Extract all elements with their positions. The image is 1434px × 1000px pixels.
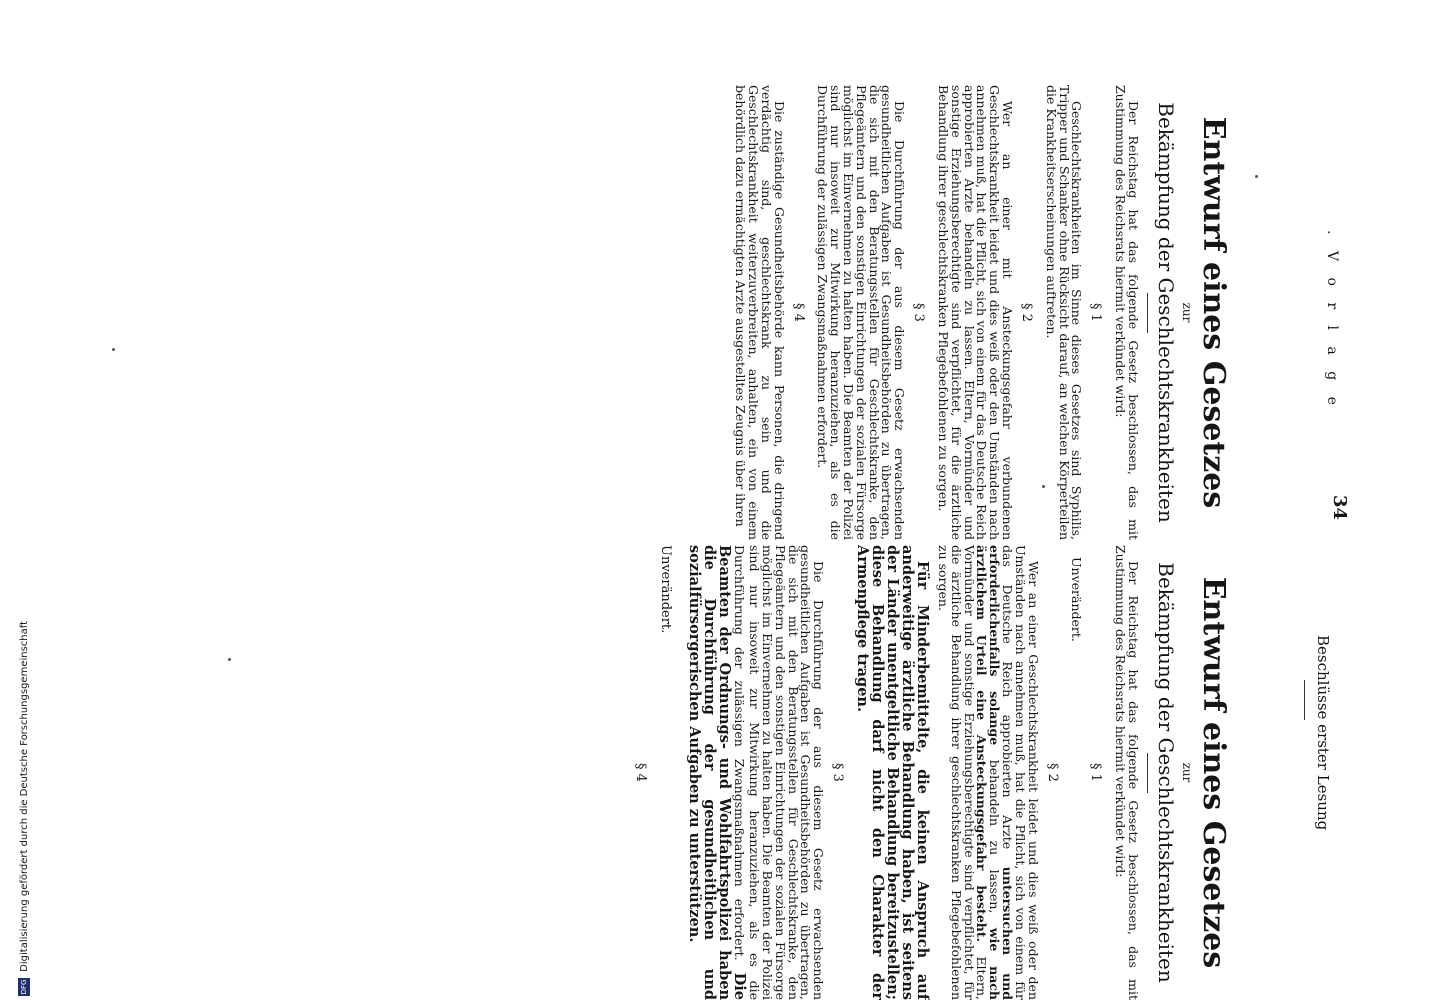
right-title-rule	[1147, 753, 1148, 793]
right-s3-bold: Die Beamten der Ordnungs- und Wohlfahrtspolizei haben die Durchführung der gesundheitlichen und sozialfürsorgerischen Aufgaben zu unterstützen.	[686, 545, 749, 1000]
left-title: Entwurf eines Gesetzes	[1196, 116, 1231, 509]
scan-speck	[1042, 485, 1045, 488]
left-s4-text: Die zuständige Gesundheitsbehörde kann Personen, die dringend verdächtig sind, geschlechtskrank zu sein und die Geschlechtskrankheit weiterzuverbreiten, anhalten, ein von einem behördlich dazu ermächtigten Arzte ausgestelltes Zeugnis über ihren	[733, 85, 787, 540]
dfg-logo: DFG	[20, 979, 28, 995]
left-title-rule	[1147, 293, 1148, 333]
right-s4-heading: § 4	[633, 763, 649, 782]
right-s4-unchanged: Unverändert.	[658, 545, 674, 634]
right-zur: zur	[1180, 762, 1194, 783]
left-s1-heading: § 1	[1088, 303, 1104, 322]
header-rule	[1304, 680, 1305, 720]
right-s2-bold-b: wie nach ärztlichem Urteil eine Ansteckungsgefahr besteht.	[974, 545, 1003, 1000]
right-s3-text: Die Durchführung der aus diesem Gesetz erwachsenden gesundheitlichen Aufgaben ist Gesundheitsbehörden zu übertragen, die sich mit den Beratungsstellen für Geschlechtskranke, den Pflegeämtern und den sonstigen Einrichtungen der sozialen Fürsorge möglichst im Einvernehmen zu halten haben. Die Beamten der Polizei sind nur insoweit zur Mitwirkung heranzuziehen, als es die Durchführung der zulässigen Zwangsmaßnahmen erfordert.	[732, 545, 827, 1000]
left-s2-text: Wer an einer mit Ansteckungsgefahr verbundenen Geschlechtskrankheit leidet und dies weiß oder den Umständen nach annehmen muß, hat die Pflicht, sich von einem für das Deutsche Reich approbierten Arzte behandeln zu lassen. Eltern, Vormünder und sonstige Erziehungsberechtigte sind verpflichtet, für die ärztliche Behandlung ihrer geschlechtskranken Pflegebefohlenen zu sorgen.	[936, 85, 1016, 540]
left-preamble: Der Reichstag hat das folgende Gesetz beschlossen, das mit Zustimmung des Reichsrats hiermit verkündet wird:	[1113, 85, 1141, 540]
left-s1-text: Geschlechtskrankheiten im Sinne dieses Gesetzes sind Syphilis, Tripper und Schanker ohne Rücksicht darauf, an welchen Körperteilen die Krankheitserscheinungen auftreten.	[1043, 85, 1085, 540]
left-s2-heading: § 2	[1019, 303, 1035, 322]
right-s2-text-a: Wer an einer Geschlechtskrankheit leidet und dies weiß oder den Umständen nach annehmen muß, hat die Pflicht, sich von einem für das Deutsche Reich approbierten Arzte	[1000, 545, 1041, 1000]
left-s3-text: Die Durchführung der aus diesem Gesetz erwachsenden gesundheitlichen Aufgaben ist Gesundheitsbehörden zu übertragen, die sich mit den Beratungsstellen für Geschlechtskranke, den Pflegeämtern und den sonstigen Einrichtungen der sozialen Fürsorge möglichst im Einvernehmen zu halten haben. Die Beamten der Polizei sind nur insoweit zur Mitwirkung heranzuziehen, als es die Durchführung der zulässigen Zwangsmaßnahmen erfordert.	[815, 85, 908, 540]
header-vorlage: . V o r l a g e	[1324, 230, 1340, 411]
footer-text: Digitalisierung gefördert durch die Deutsche Forschungsgemeinschaft	[19, 620, 30, 972]
right-s2-bold-a: untersuchen und erforderlichenfalls solange	[987, 545, 1016, 1000]
scan-speck	[1255, 175, 1258, 178]
right-s3-paragraph	[686, 545, 827, 1000]
right-subtitle: Bekämpfung der Geschlechtskrankheiten	[1154, 562, 1178, 983]
left-s3-heading: § 3	[911, 303, 927, 322]
right-s2-paragraph	[936, 545, 1041, 1000]
right-column	[0, 545, 1230, 1000]
scan-speck	[112, 348, 115, 351]
right-s1-unchanged: Unverändert.	[1069, 557, 1085, 642]
footer-credit	[18, 0, 34, 996]
rotated-page-content	[100, 0, 1360, 1000]
right-preamble: Der Reichstag hat das folgende Gesetz beschlossen, das mit Zustimmung des Reichsrats hiermit verkündet wird:	[1113, 545, 1141, 1000]
scan-speck	[228, 658, 231, 661]
right-s2-text-c: Eltern, Vormünder und sonstige Erziehungsberechtigte sind verpflichtet, für die ärztliche Behandlung ihrer geschlechtskranken Pflegebefohlenen zu sorgen.	[936, 545, 990, 1000]
right-title: Entwurf eines Gesetzes	[1196, 576, 1231, 969]
right-s2-text-b: behandeln zu lassen,	[987, 759, 1003, 914]
left-s4-heading: § 4	[790, 303, 806, 322]
left-subtitle: Bekämpfung der Geschlechtskrankheiten	[1154, 102, 1178, 523]
right-s3-heading: § 3	[830, 763, 846, 782]
right-s2-bold-paragraph: Für Minderbemittelte, die keinen Anspruch auf anderweitige ärztliche Behandlung haben, ist seitens der Länder unentgeltliche Behandlung bereitzustellen; diese Behandlung darf nicht den Charakter der Armenpflege tragen.	[854, 545, 932, 1000]
right-s2-heading: § 2	[1044, 763, 1060, 782]
left-zur: zur	[1180, 302, 1194, 323]
right-s1-heading: § 1	[1088, 763, 1104, 782]
left-column	[0, 85, 1230, 540]
page-number: 34	[1329, 495, 1350, 521]
header-beschluesse: Beschlüsse erster Lesung	[1314, 635, 1332, 831]
